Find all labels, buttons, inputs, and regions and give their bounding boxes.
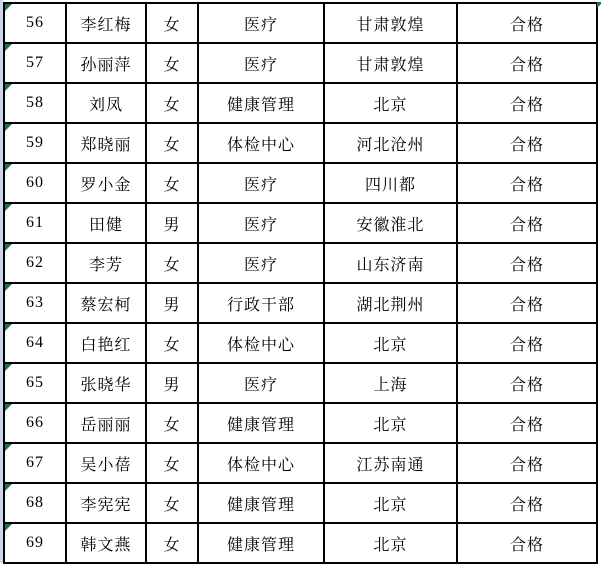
cell-number[interactable] bbox=[4, 123, 66, 163]
cell-error-indicator-icon bbox=[5, 244, 12, 251]
cell-text: 66 bbox=[26, 414, 44, 431]
cell-result[interactable]: 合格 bbox=[457, 323, 597, 363]
cell-number[interactable] bbox=[4, 83, 66, 123]
cell-error-indicator-icon bbox=[5, 44, 12, 51]
cell-name[interactable]: 李红梅 bbox=[66, 3, 146, 43]
cell-gender[interactable]: 女 bbox=[146, 163, 198, 203]
cell-error-indicator-icon bbox=[597, 2, 601, 8]
table-row bbox=[4, 523, 597, 563]
cell-result[interactable]: 合格 bbox=[457, 43, 597, 83]
cell-text: 57 bbox=[26, 54, 44, 71]
cell-result[interactable]: 合格 bbox=[457, 443, 597, 483]
cell-error-indicator-icon bbox=[5, 484, 12, 491]
table-row bbox=[4, 43, 597, 83]
cell-gender[interactable]: 男 bbox=[146, 283, 198, 323]
cell-number[interactable] bbox=[4, 243, 66, 283]
table-row bbox=[4, 323, 597, 363]
cell-name[interactable]: 张晓华 bbox=[66, 363, 146, 403]
cell-result[interactable]: 合格 bbox=[457, 203, 597, 243]
cell-name[interactable]: 孙丽萍 bbox=[66, 43, 146, 83]
cell-number[interactable] bbox=[4, 483, 66, 523]
cell-number[interactable] bbox=[4, 403, 66, 443]
table-row bbox=[4, 483, 597, 523]
cell-name[interactable]: 吴小蓓 bbox=[66, 443, 146, 483]
cell-department[interactable]: 健康管理 bbox=[198, 83, 324, 123]
cell-result[interactable]: 合格 bbox=[457, 283, 597, 323]
cell-result[interactable]: 合格 bbox=[457, 363, 597, 403]
cell-text: 67 bbox=[26, 454, 44, 471]
table-row bbox=[4, 403, 597, 443]
cell-text: 58 bbox=[26, 94, 44, 111]
cell-location[interactable]: 北京 bbox=[324, 483, 457, 523]
cell-gender[interactable]: 男 bbox=[146, 363, 198, 403]
cell-location[interactable]: 四川都 bbox=[324, 163, 457, 203]
cell-name[interactable]: 郑晓丽 bbox=[66, 123, 146, 163]
cell-department[interactable]: 健康管理 bbox=[198, 403, 324, 443]
cell-location[interactable]: 山东济南 bbox=[324, 243, 457, 283]
cell-text: 65 bbox=[26, 374, 44, 391]
table-row bbox=[4, 3, 597, 43]
cell-error-indicator-icon bbox=[5, 84, 12, 91]
cell-name[interactable]: 李宪宪 bbox=[66, 483, 146, 523]
cell-location[interactable]: 北京 bbox=[324, 323, 457, 363]
cell-name[interactable]: 李芳 bbox=[66, 243, 146, 283]
cell-number[interactable] bbox=[4, 3, 66, 43]
cell-location[interactable]: 江苏南通 bbox=[324, 443, 457, 483]
cell-gender[interactable]: 女 bbox=[146, 323, 198, 363]
cell-text: 69 bbox=[26, 534, 44, 551]
cell-number[interactable] bbox=[4, 203, 66, 243]
cell-error-indicator-icon bbox=[5, 164, 12, 171]
cell-department[interactable]: 医疗 bbox=[198, 363, 324, 403]
cell-text: 63 bbox=[26, 294, 44, 311]
cell-location[interactable]: 甘肃敦煌 bbox=[324, 43, 457, 83]
cell-gender[interactable]: 女 bbox=[146, 83, 198, 123]
cell-department[interactable]: 医疗 bbox=[198, 43, 324, 83]
cell-gender[interactable]: 女 bbox=[146, 3, 198, 43]
cell-error-indicator-icon bbox=[5, 444, 12, 451]
cell-gender[interactable]: 男 bbox=[146, 203, 198, 243]
cell-number[interactable] bbox=[4, 363, 66, 403]
cell-number[interactable] bbox=[4, 163, 66, 203]
cell-department[interactable]: 医疗 bbox=[198, 3, 324, 43]
cell-location[interactable]: 河北沧州 bbox=[324, 123, 457, 163]
cell-result[interactable]: 合格 bbox=[457, 523, 597, 563]
cell-name[interactable]: 罗小金 bbox=[66, 163, 146, 203]
cell-result[interactable]: 合格 bbox=[457, 483, 597, 523]
cell-number[interactable] bbox=[4, 323, 66, 363]
table-row bbox=[4, 203, 597, 243]
cell-error-indicator-icon bbox=[5, 4, 12, 11]
cell-name[interactable]: 蔡宏柯 bbox=[66, 283, 146, 323]
cell-text: 61 bbox=[26, 214, 44, 231]
cell-department[interactable]: 医疗 bbox=[198, 163, 324, 203]
cell-text: 64 bbox=[26, 334, 44, 351]
cell-location[interactable]: 安徽淮北 bbox=[324, 203, 457, 243]
table-row bbox=[4, 443, 597, 483]
cell-department[interactable]: 医疗 bbox=[198, 203, 324, 243]
cell-department[interactable]: 体检中心 bbox=[198, 123, 324, 163]
cell-error-indicator-icon bbox=[5, 324, 12, 331]
cell-department[interactable]: 体检中心 bbox=[198, 443, 324, 483]
cell-department[interactable]: 体检中心 bbox=[198, 323, 324, 363]
cell-error-indicator-icon bbox=[5, 124, 12, 131]
personnel-table bbox=[3, 2, 598, 564]
cell-gender[interactable]: 女 bbox=[146, 483, 198, 523]
cell-number[interactable] bbox=[4, 43, 66, 83]
cell-gender[interactable]: 女 bbox=[146, 123, 198, 163]
cell-location[interactable]: 北京 bbox=[324, 403, 457, 443]
cell-text: 62 bbox=[26, 254, 44, 271]
cell-number[interactable] bbox=[4, 443, 66, 483]
cell-gender[interactable]: 女 bbox=[146, 243, 198, 283]
cell-error-indicator-icon bbox=[5, 284, 12, 291]
cell-number[interactable] bbox=[4, 283, 66, 323]
table-row bbox=[4, 83, 597, 123]
cell-location[interactable]: 湖北荆州 bbox=[324, 283, 457, 323]
table-row bbox=[4, 283, 597, 323]
cell-gender[interactable]: 女 bbox=[146, 403, 198, 443]
cell-text: 56 bbox=[26, 14, 44, 31]
cell-result[interactable]: 合格 bbox=[457, 123, 597, 163]
cell-gender[interactable]: 女 bbox=[146, 43, 198, 83]
table-row bbox=[4, 243, 597, 283]
cell-gender[interactable]: 女 bbox=[146, 523, 198, 563]
cell-name[interactable]: 田健 bbox=[66, 203, 146, 243]
cell-number[interactable] bbox=[4, 523, 66, 563]
cell-name[interactable]: 白艳红 bbox=[66, 323, 146, 363]
cell-gender[interactable]: 女 bbox=[146, 443, 198, 483]
table-row bbox=[4, 123, 597, 163]
cell-text: 59 bbox=[26, 134, 44, 151]
cell-result[interactable]: 合格 bbox=[457, 403, 597, 443]
personnel-table-body bbox=[4, 3, 597, 563]
cell-result[interactable]: 合格 bbox=[457, 243, 597, 283]
cell-result[interactable]: 合格 bbox=[457, 3, 597, 43]
cell-result[interactable]: 合格 bbox=[457, 83, 597, 123]
cell-department[interactable]: 健康管理 bbox=[198, 483, 324, 523]
cell-location[interactable]: 甘肃敦煌 bbox=[324, 3, 457, 43]
cell-error-indicator-icon bbox=[5, 404, 12, 411]
cell-text: 68 bbox=[26, 494, 44, 511]
table-row bbox=[4, 363, 597, 403]
cell-location[interactable]: 北京 bbox=[324, 83, 457, 123]
cell-error-indicator-icon bbox=[5, 524, 12, 531]
cell-location[interactable]: 上海 bbox=[324, 363, 457, 403]
cell-error-indicator-icon bbox=[5, 204, 12, 211]
cell-result[interactable]: 合格 bbox=[457, 163, 597, 203]
cell-name[interactable]: 韩文燕 bbox=[66, 523, 146, 563]
cell-text: 60 bbox=[26, 174, 44, 191]
cell-name[interactable]: 岳丽丽 bbox=[66, 403, 146, 443]
cell-department[interactable]: 行政干部 bbox=[198, 283, 324, 323]
cell-error-indicator-icon bbox=[5, 364, 12, 371]
cell-department[interactable]: 医疗 bbox=[198, 243, 324, 283]
table-row bbox=[4, 163, 597, 203]
cell-name[interactable]: 刘凤 bbox=[66, 83, 146, 123]
cell-location[interactable]: 北京 bbox=[324, 523, 457, 563]
cell-department[interactable]: 健康管理 bbox=[198, 523, 324, 563]
